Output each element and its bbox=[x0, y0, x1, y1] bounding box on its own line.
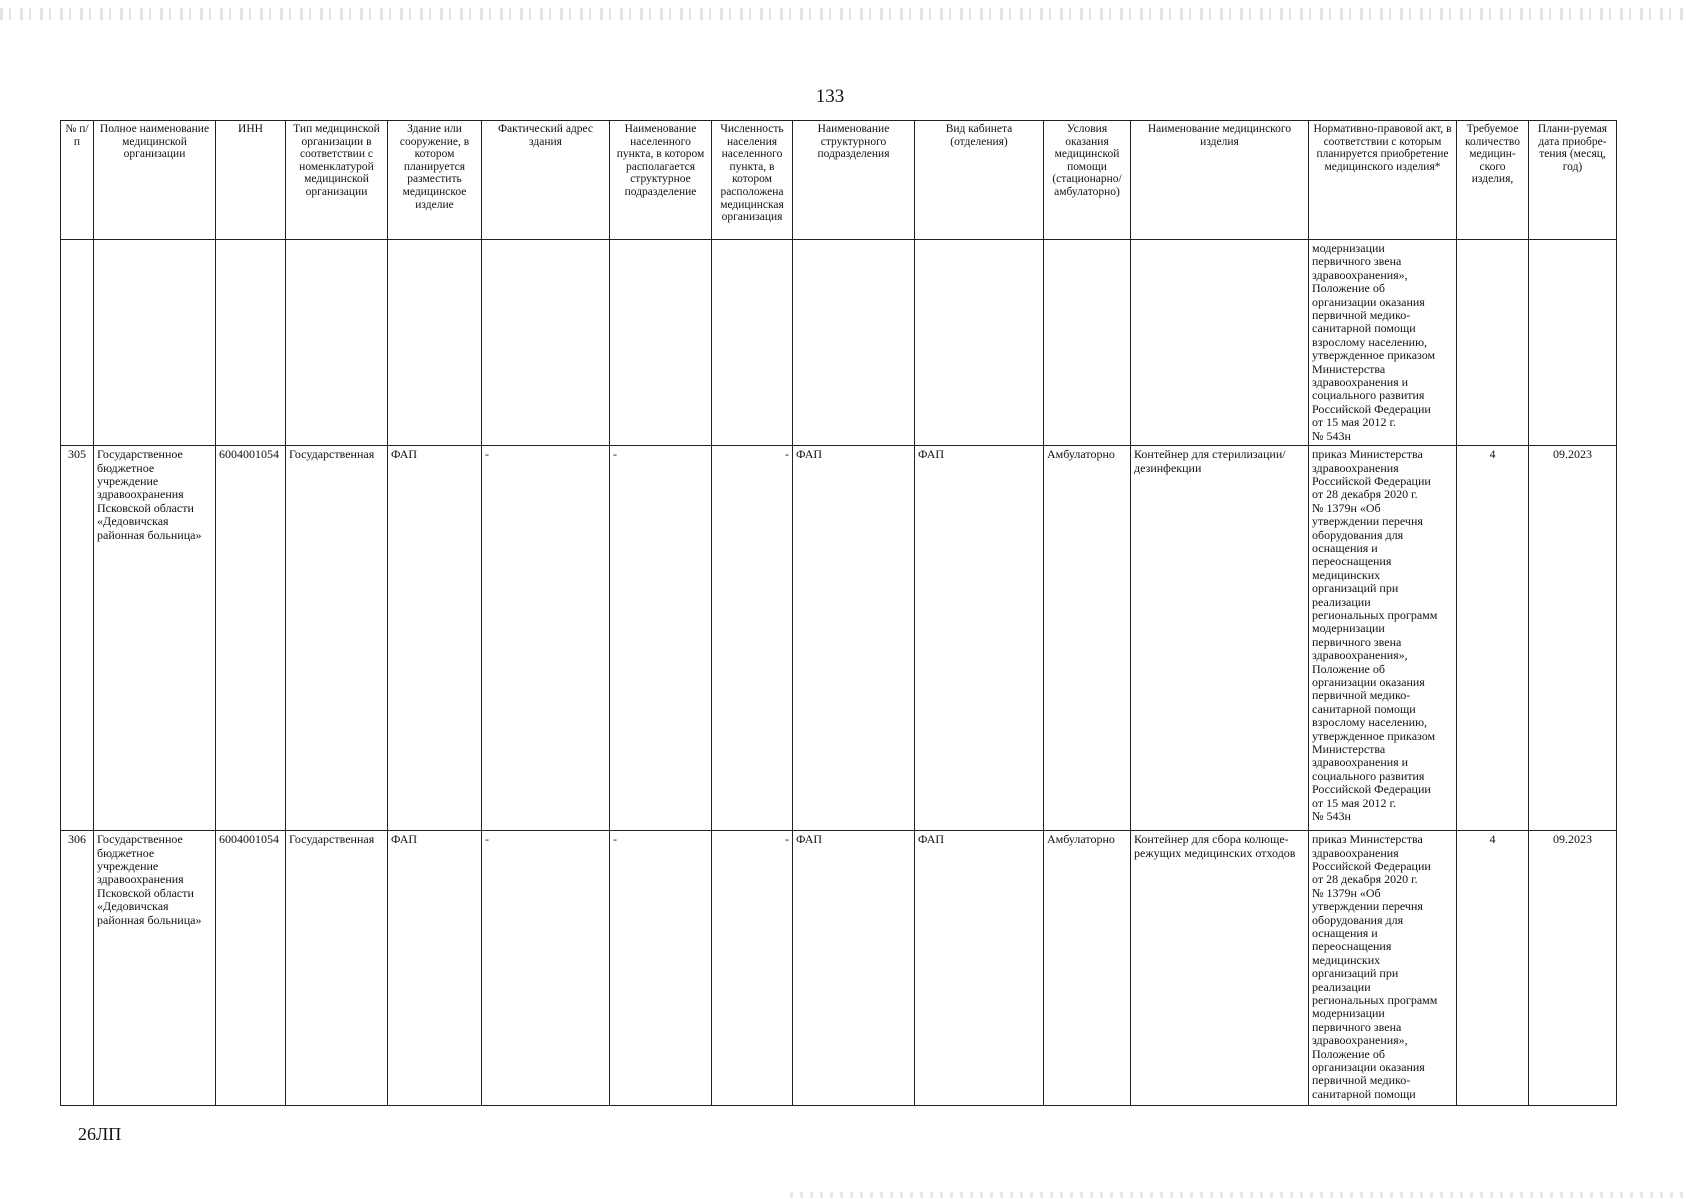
header-date: Плани-руемая дата приобре-тения (месяц, год) bbox=[1529, 121, 1617, 240]
cell-locality: - bbox=[610, 831, 712, 1106]
table-row-continuation bbox=[61, 240, 1617, 446]
cell-unit: ФАП bbox=[793, 831, 915, 1106]
cell-type: Государственная bbox=[286, 831, 388, 1106]
header-org: Полное наименование медицинской организации bbox=[94, 121, 216, 240]
document-code: 26ЛП bbox=[78, 1124, 122, 1144]
cell-building: ФАП bbox=[388, 831, 482, 1106]
header-device: Наименование медицинского изделия bbox=[1131, 121, 1309, 240]
page-number: 133 bbox=[815, 86, 845, 107]
header-unit: Наименование структурного подразделения bbox=[793, 121, 915, 240]
cell-norm: приказ Министерства здравоохранения Российской Федерации от 28 декабря 2020 г. № 1379н «Об утверждении перечня оборудования для оснащения и переоснащения медицинских организаций при реализации региональных программ модернизации первичного звена здравоохранения», Положение об организации оказания первичной медико- санитарной помощи bbox=[1309, 831, 1457, 1106]
cell-unit: ФАП bbox=[793, 446, 915, 831]
header-type: Тип медицинской организации в соответствии с номенклатурой медицинской организации bbox=[286, 121, 388, 240]
cell-device: Контейнер для стерилизации/дезинфекции bbox=[1131, 446, 1309, 831]
cell-locality: - bbox=[610, 446, 712, 831]
scan-edge-top bbox=[0, 8, 1686, 20]
header-address: Фактический адрес здания bbox=[482, 121, 610, 240]
header-population: Численность населения населенного пункта, в котором расположена медицинская организация bbox=[712, 121, 793, 240]
header-building: Здание или сооружение, в котором планируется разместить медицинское изделие bbox=[388, 121, 482, 240]
header-inn: ИНН bbox=[216, 121, 286, 240]
cell-population: - bbox=[712, 446, 793, 831]
cell-qty: 4 bbox=[1457, 446, 1529, 831]
cell-org: Государственное бюджетное учреждение здравоохранения Псковской области «Дедовичская районная больница» bbox=[94, 831, 216, 1106]
cell-cabinet: ФАП bbox=[915, 831, 1044, 1106]
cell-date: 09.2023 bbox=[1529, 446, 1617, 831]
cell-cabinet: ФАП bbox=[915, 446, 1044, 831]
cell-inn: 6004001054 bbox=[216, 831, 286, 1106]
cell-num: 305 bbox=[61, 446, 94, 831]
cell-num: 306 bbox=[61, 831, 94, 1106]
cell-address: - bbox=[482, 831, 610, 1106]
header-locality: Наименование населенного пункта, в котором располагается структурное подразделение bbox=[610, 121, 712, 240]
table-row bbox=[61, 446, 1617, 831]
header-conditions: Условия оказания медицинской помощи (стационарно/ амбулаторно) bbox=[1044, 121, 1131, 240]
header-qty: Требуемое количество медицин-ского изделия, bbox=[1457, 121, 1529, 240]
header-num: № п/п bbox=[61, 121, 94, 240]
table-row bbox=[61, 831, 1617, 1106]
scan-edge-bottom bbox=[790, 1192, 1686, 1198]
cell-address: - bbox=[482, 446, 610, 831]
cell-conditions: Амбулаторно bbox=[1044, 446, 1131, 831]
cell-date: 09.2023 bbox=[1529, 831, 1617, 1106]
cell-conditions: Амбулаторно bbox=[1044, 831, 1131, 1106]
cell-norm-continuation: модернизации первичного звена здравоохранения», Положение об организации оказания первичной медико- санитарной помощи взрослому населению, утвержденное приказом Министерства здравоохранения и социального развития Российской Федерации от 15 мая 2012 г. № 543н bbox=[1309, 240, 1457, 446]
equipment-table bbox=[60, 120, 1617, 1106]
cell-norm: приказ Министерства здравоохранения Российской Федерации от 28 декабря 2020 г. № 1379н «Об утверждении перечня оборудования для оснащения и переоснащения медицинских организаций при реализации региональных программ модернизации первичного звена здравоохранения», Положение об организации оказания первичной медико- санитарной помощи взрослому населению, утвержденное приказом Министерства здравоохранения и социального развития Российской Федерации от 15 мая 2012 г. № 543н bbox=[1309, 446, 1457, 831]
header-norm: Нормативно-правовой акт, в соответствии с которым планируется приобретение медицинского изделия* bbox=[1309, 121, 1457, 240]
header-cabinet: Вид кабинета (отделения) bbox=[915, 121, 1044, 240]
cell-building: ФАП bbox=[388, 446, 482, 831]
cell-qty: 4 bbox=[1457, 831, 1529, 1106]
cell-org: Государственное бюджетное учреждение здравоохранения Псковской области «Дедовичская районная больница» bbox=[94, 446, 216, 831]
header-row bbox=[61, 121, 1617, 240]
cell-population: - bbox=[712, 831, 793, 1106]
cell-type: Государственная bbox=[286, 446, 388, 831]
cell-device: Контейнер для сбора колюще-режущих медицинских отходов bbox=[1131, 831, 1309, 1106]
cell-inn: 6004001054 bbox=[216, 446, 286, 831]
